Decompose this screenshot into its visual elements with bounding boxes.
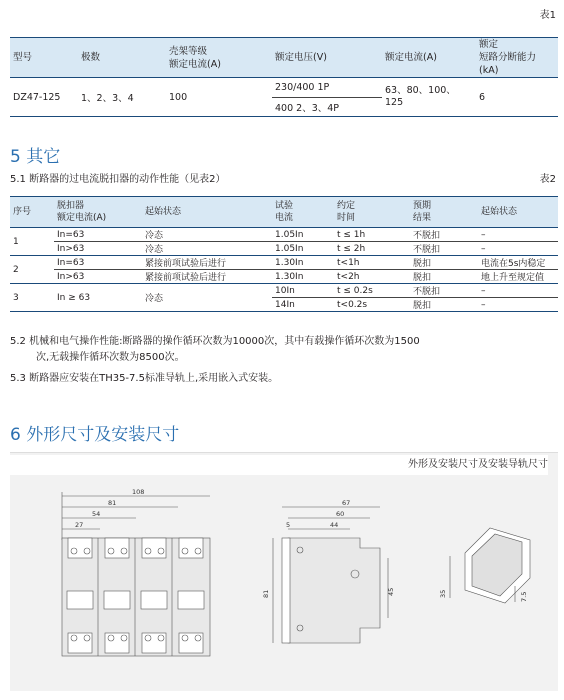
dim-60: 60	[336, 510, 345, 518]
t2-r0-current: In=63	[54, 228, 142, 242]
t2-r4-current: In ≥ 63	[54, 284, 142, 312]
dim-45: 45	[387, 587, 395, 596]
t2-r2-end: 电流在5s内稳定	[478, 256, 558, 270]
t2-r5-time: t<0.2s	[334, 298, 410, 312]
drawing-panel-title: 外形及安装尺寸及安装导轨尺寸	[10, 455, 548, 475]
t2-r2-state: 紧接前项试验后进行	[142, 256, 272, 270]
t1-h-poles: 极数	[78, 38, 166, 78]
dim-67: 67	[342, 499, 351, 507]
t2-r2-test: 1.30In	[272, 256, 334, 270]
t2-h-no: 序号	[10, 197, 54, 228]
t2-h-state: 起始状态	[142, 197, 272, 228]
t2-r3-current: In>63	[54, 270, 142, 284]
table1-label: 表1	[539, 10, 556, 21]
t1-poles: 1、2、3、4	[78, 78, 166, 117]
t1-h-current: 额定电流(A)	[382, 38, 476, 78]
t2-h-time: 约定 时间	[334, 197, 410, 228]
t1-frame: 100	[166, 78, 272, 117]
t1-breaking: 6	[476, 78, 558, 117]
t2-r2-no: 2	[10, 256, 54, 284]
t2-r0-result: 不脱扣	[410, 228, 478, 242]
dim-81: 81	[108, 499, 117, 507]
t1-h-model: 型号	[10, 38, 78, 78]
dim-44: 44	[330, 521, 339, 529]
dim-27: 27	[75, 521, 84, 529]
section6-title: 6 外形尺寸及安装尺寸	[10, 425, 180, 445]
section5-subtitle: 5.1 断路器的过电流脱扣器的动作性能（见表2）	[10, 174, 226, 185]
t2-r0-no: 1	[10, 228, 54, 256]
t2-r1-result: 不脱扣	[410, 242, 478, 256]
t2-r5-end: –	[478, 298, 558, 312]
t2-r1-current: In>63	[54, 242, 142, 256]
t2-r3-time: t<2h	[334, 270, 410, 284]
t1-h-frame: 壳架等级 额定电流(A)	[166, 38, 272, 78]
dim-7-5: 7.5	[520, 591, 528, 602]
dim-108: 108	[132, 488, 145, 496]
t2-r3-test: 1.30In	[272, 270, 334, 284]
para-5-3: 5.3 断路器应安装在TH35-7.5标准导轨上,采用嵌入式安装。	[10, 373, 279, 384]
table1	[10, 37, 558, 117]
dim-54: 54	[92, 510, 101, 518]
t2-r5-result: 脱扣	[410, 298, 478, 312]
t2-h-end: 起始状态	[478, 197, 558, 228]
dim-5: 5	[286, 521, 291, 529]
t2-r4-test: 10In	[272, 284, 334, 298]
t2-r4-end: –	[478, 284, 558, 298]
t2-r1-end: –	[478, 242, 558, 256]
t2-r2-time: t<1h	[334, 256, 410, 270]
t2-r3-end: 地上升至规定值	[478, 270, 558, 284]
table2-label: 表2	[539, 174, 556, 185]
t2-r4-state: 冷态	[142, 284, 272, 312]
t2-r3-state: 紧接前项试验后进行	[142, 270, 272, 284]
t2-r4-result: 不脱扣	[410, 284, 478, 298]
t2-r3-result: 脱扣	[410, 270, 478, 284]
t2-r2-current: In=63	[54, 256, 142, 270]
dim-35: 35	[439, 589, 447, 598]
t2-r0-test: 1.05In	[272, 228, 334, 242]
t1-voltage-1: 230/400 1P	[272, 78, 382, 98]
section5-title: 5 其它	[10, 147, 61, 167]
t2-r5-test: 14In	[272, 298, 334, 312]
t1-model: DZ47-125	[10, 78, 78, 117]
t2-r2-result: 脱扣	[410, 256, 478, 270]
t2-r0-end: –	[478, 228, 558, 242]
t1-voltage-2: 400 2、3、4P	[272, 97, 382, 117]
t2-r4-no: 3	[10, 284, 54, 312]
table2	[10, 196, 558, 312]
t1-h-breaking: 额定 短路分断能力(kA)	[476, 38, 558, 78]
para-5-2b: 次,无载操作循环次数为8500次。	[36, 352, 185, 363]
t2-r1-test: 1.05In	[272, 242, 334, 256]
dim-81-side: 81	[262, 589, 270, 598]
t2-r4-time: t ≤ 0.2s	[334, 284, 410, 298]
t2-h-test: 试验 电流	[272, 197, 334, 228]
t1-h-voltage: 额定电压(V)	[272, 38, 382, 78]
t2-r1-time: t ≤ 2h	[334, 242, 410, 256]
t1-rated-current: 63、80、100、 125	[382, 78, 476, 117]
t2-r0-state: 冷态	[142, 228, 272, 242]
t2-h-current: 脱扣器 额定电流(A)	[54, 197, 142, 228]
dimension-drawing	[10, 478, 558, 690]
t2-r0-time: t ≤ 1h	[334, 228, 410, 242]
t2-r1-state: 冷态	[142, 242, 272, 256]
t2-h-result: 预期 结果	[410, 197, 478, 228]
para-5-2a: 5.2 机械和电气操作性能:断路器的操作循环次数为10000次，其中有载操作循环次数为1500	[10, 336, 420, 347]
